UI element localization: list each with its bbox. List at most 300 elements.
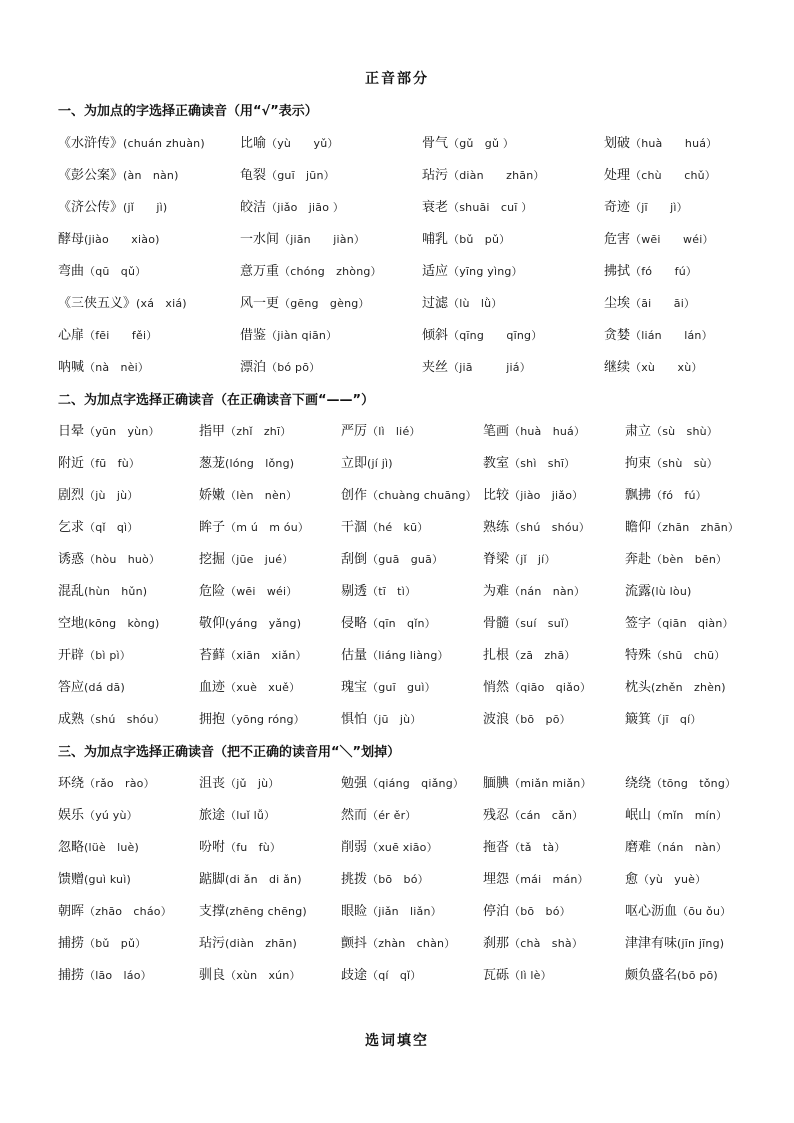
item-pinyin-options: （qiáng qiǎng） <box>367 777 465 790</box>
item-pinyin-options: （sù shù） <box>651 425 718 438</box>
item-pinyin-options: （lāo láo） <box>84 969 152 982</box>
item-pinyin-options: （huà huá） <box>509 425 586 438</box>
item-word: 处理 <box>604 168 631 183</box>
item-pinyin-options: （bǔ pǔ） <box>448 233 511 246</box>
pinyin-item <box>199 703 341 735</box>
item-pinyin-options: (lóng lǒng) <box>225 457 295 470</box>
pinyin-item <box>483 575 625 607</box>
item-word: 估量 <box>341 648 368 663</box>
item-pinyin-options: （tōng tǒng） <box>651 777 737 790</box>
pinyin-item <box>604 223 774 255</box>
item-word: 捕捞 <box>58 968 85 983</box>
pinyin-item <box>625 479 766 511</box>
item-pinyin-options: （shuāi cuī ） <box>448 201 533 214</box>
item-pinyin-options: （jū jù） <box>367 713 422 726</box>
item-pinyin-options: （ōu ǒu） <box>677 905 732 918</box>
pinyin-item <box>483 703 625 735</box>
pinyin-item <box>483 895 625 927</box>
pinyin-item <box>625 959 766 991</box>
pinyin-item <box>422 351 604 383</box>
item-pinyin-options: （jǔ jù） <box>225 777 280 790</box>
item-word: 拂拭 <box>604 264 631 279</box>
item-pinyin-options: (lüè luè) <box>84 841 139 854</box>
pinyin-item <box>625 799 766 831</box>
item-pinyin-options: （fó fú） <box>651 489 707 502</box>
pinyin-item <box>625 543 766 575</box>
item-pinyin-options: （lì lè） <box>509 969 552 982</box>
pinyin-item <box>341 863 483 895</box>
item-pinyin-options: （jiào jiǎo） <box>509 489 584 502</box>
pinyin-item <box>422 159 604 191</box>
item-word: 为难 <box>483 584 510 599</box>
item-word: 挑拨 <box>341 872 368 887</box>
item-pinyin-options: （mǐn mín） <box>651 809 728 822</box>
section-1-grid <box>58 127 774 383</box>
item-pinyin-options: （wēi wéi） <box>225 585 298 598</box>
item-pinyin-options: （m ú m óu） <box>225 521 310 534</box>
item-word: 比喻 <box>240 136 267 151</box>
item-word: 开辟 <box>58 648 85 663</box>
item-word: 笔画 <box>483 424 510 439</box>
item-pinyin-options: （jiàn qiān） <box>266 329 338 342</box>
item-word: 倾斜 <box>422 328 449 343</box>
item-word: 尘埃 <box>604 296 631 311</box>
item-pinyin-options: (jí jì) <box>367 457 393 470</box>
item-word: 瓦砾 <box>483 968 510 983</box>
pinyin-item <box>604 255 774 287</box>
pinyin-item <box>58 447 199 479</box>
pinyin-item <box>483 799 625 831</box>
item-word: 乞求 <box>58 520 85 535</box>
pinyin-item <box>604 351 774 383</box>
pinyin-item <box>625 767 766 799</box>
item-word: 指甲 <box>199 424 226 439</box>
pinyin-item <box>240 223 422 255</box>
pinyin-item <box>483 671 625 703</box>
item-word: 立即 <box>341 456 368 471</box>
pinyin-item <box>58 479 199 511</box>
item-word: 捕捞 <box>58 936 85 951</box>
item-pinyin-options: (guì kuì) <box>84 873 131 886</box>
item-pinyin-options: （xùn xún） <box>225 969 301 982</box>
item-pinyin-options: （qiāo qiǎo） <box>509 681 592 694</box>
item-word: 《水浒传》 <box>58 136 124 151</box>
pinyin-item <box>58 607 199 639</box>
pinyin-item <box>422 319 604 351</box>
item-word: 葱茏 <box>199 456 226 471</box>
pinyin-item <box>625 895 766 927</box>
pinyin-item <box>625 511 766 543</box>
item-word: 磨难 <box>625 840 652 855</box>
item-word: 削弱 <box>341 840 368 855</box>
pinyin-item <box>483 479 625 511</box>
pinyin-item <box>199 959 341 991</box>
item-pinyin-options: (diàn zhān) <box>225 937 298 950</box>
pinyin-item <box>58 863 199 895</box>
item-word: 适应 <box>422 264 449 279</box>
item-pinyin-options: （bō pō） <box>509 713 571 726</box>
item-pinyin-options: （lì lié） <box>367 425 421 438</box>
item-pinyin-options: （fū fù） <box>84 457 141 470</box>
item-pinyin-options: （qiān qiàn） <box>651 617 734 630</box>
pinyin-item <box>199 575 341 607</box>
pinyin-item <box>199 415 341 447</box>
pinyin-item <box>58 223 240 255</box>
pinyin-item <box>199 799 341 831</box>
pinyin-item <box>422 255 604 287</box>
item-word: 比较 <box>483 488 510 503</box>
item-word: 脊梁 <box>483 552 510 567</box>
item-pinyin-options: （bó pō） <box>266 361 321 374</box>
item-word: 剧烈 <box>58 488 85 503</box>
pinyin-item <box>341 511 483 543</box>
item-word: 歧途 <box>341 968 368 983</box>
pinyin-item <box>604 159 774 191</box>
pinyin-item <box>483 927 625 959</box>
item-word: 环绕 <box>58 776 85 791</box>
item-word: 夹丝 <box>422 360 449 375</box>
item-pinyin-options: (àn nàn) <box>123 169 179 182</box>
item-word: 血迹 <box>199 680 226 695</box>
item-pinyin-options: （rǎo rào） <box>84 777 155 790</box>
item-pinyin-options: (di ǎn di ǎn) <box>225 873 302 886</box>
item-pinyin-options: (chuán zhuàn) <box>123 137 205 150</box>
pinyin-item <box>341 575 483 607</box>
pinyin-item <box>422 223 604 255</box>
item-pinyin-options: （fēi fěi） <box>84 329 158 342</box>
pinyin-item <box>625 671 766 703</box>
pinyin-item <box>625 447 766 479</box>
item-word: 残忍 <box>483 808 510 823</box>
item-pinyin-options: （gǔ gǔ ） <box>448 137 515 150</box>
pinyin-item <box>604 287 774 319</box>
item-pinyin-options: （qí qǐ） <box>367 969 422 982</box>
item-word: 创作 <box>341 488 368 503</box>
pinyin-item <box>58 895 199 927</box>
item-pinyin-options: （jī qí） <box>651 713 702 726</box>
item-word: 刮倒 <box>341 552 368 567</box>
pinyin-item <box>341 671 483 703</box>
item-pinyin-options: （xiān xiǎn） <box>225 649 307 662</box>
item-pinyin-options: （qǐ qì） <box>84 521 139 534</box>
pinyin-item <box>604 319 774 351</box>
item-pinyin-options: (lù lòu) <box>651 585 692 598</box>
item-word: 津津有味 <box>625 936 678 951</box>
item-word: 继续 <box>604 360 631 375</box>
item-word: 危害 <box>604 232 631 247</box>
item-word: 颤抖 <box>341 936 368 951</box>
item-pinyin-options: （qū qǔ） <box>84 265 147 278</box>
item-word: 瑰宝 <box>341 680 368 695</box>
item-pinyin-options: （mái mán） <box>509 873 589 886</box>
pinyin-item <box>199 671 341 703</box>
item-pinyin-options: （yōng róng） <box>225 713 305 726</box>
pinyin-item <box>199 767 341 799</box>
item-word: 龟裂 <box>240 168 267 183</box>
pinyin-item <box>625 575 766 607</box>
pinyin-item <box>341 415 483 447</box>
item-pinyin-options: （tī tì） <box>367 585 417 598</box>
pinyin-item <box>199 607 341 639</box>
item-pinyin-options: (yáng yǎng) <box>225 617 302 630</box>
pinyin-item <box>341 767 483 799</box>
item-word: 意万重 <box>240 264 280 279</box>
pinyin-item <box>58 319 240 351</box>
item-pinyin-options: （wēi wéi） <box>630 233 714 246</box>
pinyin-item <box>58 959 199 991</box>
pinyin-item <box>422 127 604 159</box>
item-word: 玷污 <box>199 936 226 951</box>
pinyin-item <box>58 575 199 607</box>
item-pinyin-options: （guī jūn） <box>266 169 335 182</box>
item-pinyin-options: （nà nèi） <box>84 361 150 374</box>
item-word: 划破 <box>604 136 631 151</box>
pinyin-item <box>199 447 341 479</box>
item-pinyin-options: （zhǐ zhī） <box>225 425 292 438</box>
pinyin-item <box>341 959 483 991</box>
item-word: 一水间 <box>240 232 280 247</box>
item-pinyin-options: （āi āi） <box>630 297 696 310</box>
pinyin-item <box>483 831 625 863</box>
item-pinyin-options: (zhěn zhèn) <box>651 681 726 694</box>
pinyin-item <box>341 447 483 479</box>
pinyin-item <box>341 607 483 639</box>
item-pinyin-options: （xuē xiāo） <box>367 841 438 854</box>
pinyin-item <box>58 127 240 159</box>
pinyin-item <box>341 479 483 511</box>
item-word: 朝晖 <box>58 904 85 919</box>
item-word: 奔赴 <box>625 552 652 567</box>
item-word: 岷山 <box>625 808 652 823</box>
item-word: 颇负盛名 <box>625 968 678 983</box>
pinyin-item <box>341 639 483 671</box>
item-pinyin-options: （jiǎo jiāo ） <box>266 201 345 214</box>
item-pinyin-options: （bō bó） <box>509 905 571 918</box>
pinyin-item <box>240 159 422 191</box>
item-pinyin-options: （qīn qǐn） <box>367 617 436 630</box>
item-pinyin-options: （suí suǐ） <box>509 617 576 630</box>
item-pinyin-options: （shú shóu） <box>509 521 591 534</box>
pinyin-item <box>199 895 341 927</box>
pinyin-item <box>240 127 422 159</box>
item-pinyin-options: （bì pì） <box>84 649 131 662</box>
pinyin-item <box>199 863 341 895</box>
item-pinyin-options: (zhēng chēng) <box>225 905 307 918</box>
item-word: 危险 <box>199 584 226 599</box>
pinyin-item <box>240 191 422 223</box>
item-pinyin-options: （yù yuè） <box>638 873 707 886</box>
item-word: 绕绕 <box>625 776 652 791</box>
item-pinyin-options: （shù sù） <box>651 457 718 470</box>
item-word: 侵略 <box>341 616 368 631</box>
pinyin-item <box>341 895 483 927</box>
item-word: 然而 <box>341 808 368 823</box>
item-word: 弯曲 <box>58 264 85 279</box>
pinyin-item <box>58 159 240 191</box>
item-pinyin-options: （hé kū） <box>367 521 429 534</box>
item-pinyin-options: （gēng gèng） <box>279 297 370 310</box>
item-word: 拥抱 <box>199 712 226 727</box>
item-pinyin-options: （fu fù） <box>225 841 282 854</box>
pinyin-item <box>625 607 766 639</box>
item-word: 苔藓 <box>199 648 226 663</box>
pinyin-item <box>341 927 483 959</box>
item-pinyin-options: （huà huá） <box>630 137 718 150</box>
pinyin-item <box>625 703 766 735</box>
pinyin-item <box>625 927 766 959</box>
pinyin-item <box>422 191 604 223</box>
item-word: 娇嫩 <box>199 488 226 503</box>
pinyin-item <box>199 639 341 671</box>
section-2-grid <box>58 415 766 735</box>
item-pinyin-options: （miǎn miǎn） <box>509 777 592 790</box>
item-pinyin-options: （bǔ pǔ） <box>84 937 147 950</box>
pinyin-item <box>199 831 341 863</box>
item-word: 馈赠 <box>58 872 85 887</box>
item-pinyin-options: （fó fú） <box>630 265 698 278</box>
pinyin-item <box>58 639 199 671</box>
item-word: 教室 <box>483 456 510 471</box>
pinyin-item <box>341 831 483 863</box>
item-pinyin-options: （chóng zhòng） <box>279 265 382 278</box>
pinyin-item <box>199 543 341 575</box>
item-word: 惧怕 <box>341 712 368 727</box>
item-word: 忽略 <box>58 840 85 855</box>
pinyin-item <box>58 831 199 863</box>
item-pinyin-options: （chuàng chuāng） <box>367 489 477 502</box>
item-pinyin-options: （xù xù） <box>630 361 703 374</box>
pinyin-item <box>58 287 240 319</box>
item-pinyin-options: （zhàn chàn） <box>367 937 456 950</box>
section-2-heading: 二、为加点字选择正确读音（在正确读音下画“——”） <box>58 393 375 408</box>
item-word: 风一更 <box>240 296 280 311</box>
pinyin-item <box>58 255 240 287</box>
item-word: 沮丧 <box>199 776 226 791</box>
pinyin-item <box>58 767 199 799</box>
item-word: 漂泊 <box>240 360 267 375</box>
item-word: 贪婪 <box>604 328 631 343</box>
item-pinyin-options: （hòu huò） <box>84 553 161 566</box>
item-word: 瞻仰 <box>625 520 652 535</box>
item-pinyin-options: （yūn yùn） <box>84 425 160 438</box>
pinyin-item <box>625 831 766 863</box>
item-pinyin-options: (jiào xiào) <box>84 233 160 246</box>
item-pinyin-options: （jiǎn liǎn） <box>367 905 442 918</box>
pinyin-item <box>240 319 422 351</box>
item-pinyin-options: （tǎ tà） <box>509 841 566 854</box>
item-pinyin-options: （zā zhā） <box>509 649 576 662</box>
item-word: 剔透 <box>341 584 368 599</box>
item-word: 娱乐 <box>58 808 85 823</box>
item-pinyin-options: (xá xiá) <box>136 297 187 310</box>
pinyin-item <box>483 543 625 575</box>
item-word: 《济公传》 <box>58 200 124 215</box>
item-pinyin-options: （shū chū） <box>651 649 726 662</box>
section-3-heading: 三、为加点字选择正确读音（把不正确的读音用“＼”划掉） <box>58 745 401 760</box>
section-1-heading: 一、为加点的字选择正确读音（用“√”表示） <box>58 104 318 119</box>
pinyin-item <box>625 415 766 447</box>
item-word: 《彭公案》 <box>58 168 124 183</box>
item-pinyin-options: （shú shóu） <box>84 713 166 726</box>
pinyin-item <box>341 543 483 575</box>
item-word: 衰老 <box>422 200 449 215</box>
item-pinyin-options: （yù yǔ） <box>266 137 339 150</box>
item-pinyin-options: (jīn jīng) <box>677 937 725 950</box>
item-pinyin-options: （lián lán） <box>630 329 713 342</box>
item-word: 悄然 <box>483 680 510 695</box>
item-word: 踮脚 <box>199 872 226 887</box>
item-pinyin-options: （jǐ jí） <box>509 553 556 566</box>
item-pinyin-options: （chà shà） <box>509 937 584 950</box>
item-pinyin-options: (jǐ jì) <box>123 201 168 214</box>
item-word: 《三侠五义》 <box>58 296 137 311</box>
item-word: 流露 <box>625 584 652 599</box>
item-word: 过滤 <box>422 296 449 311</box>
pinyin-item <box>58 351 240 383</box>
pinyin-item <box>240 255 422 287</box>
item-word: 附近 <box>58 456 85 471</box>
pinyin-item <box>483 639 625 671</box>
item-word: 混乱 <box>58 584 85 599</box>
item-pinyin-options: （chù chǔ） <box>630 169 716 182</box>
pinyin-item <box>483 863 625 895</box>
pinyin-item <box>483 447 625 479</box>
item-pinyin-options: （xuè xuě） <box>225 681 301 694</box>
item-pinyin-options: （luǐ lǚ） <box>225 809 276 822</box>
item-word: 敬仰 <box>199 616 226 631</box>
pinyin-item <box>58 799 199 831</box>
pinyin-item <box>58 927 199 959</box>
item-word: 皎洁 <box>240 200 267 215</box>
item-pinyin-options: （jiān jiàn） <box>279 233 366 246</box>
item-pinyin-options: （zhān zhān） <box>651 521 740 534</box>
item-word: 心扉 <box>58 328 85 343</box>
pinyin-item <box>604 127 774 159</box>
item-pinyin-options: （qīng qīng） <box>448 329 543 342</box>
item-word: 拘束 <box>625 456 652 471</box>
pinyin-item <box>604 191 774 223</box>
item-word: 愈 <box>625 872 639 887</box>
item-word: 旅途 <box>199 808 226 823</box>
item-word: 扎根 <box>483 648 510 663</box>
item-word: 刹那 <box>483 936 510 951</box>
item-word: 空地 <box>58 616 85 631</box>
pinyin-item <box>58 703 199 735</box>
item-word: 奇迹 <box>604 200 631 215</box>
item-word: 签字 <box>625 616 652 631</box>
pinyin-item <box>483 767 625 799</box>
item-word: 挖掘 <box>199 552 226 567</box>
pinyin-item <box>58 671 199 703</box>
pinyin-item <box>341 703 483 735</box>
item-pinyin-options: （jī jì） <box>630 201 688 214</box>
item-pinyin-options: （cán cǎn） <box>509 809 584 822</box>
item-word: 严厉 <box>341 424 368 439</box>
item-word: 特殊 <box>625 648 652 663</box>
item-word: 飘拂 <box>625 488 652 503</box>
item-word: 支撑 <box>199 904 226 919</box>
item-pinyin-options: （lèn nèn） <box>225 489 298 502</box>
pinyin-item <box>625 639 766 671</box>
page-title: 正音部分 <box>365 71 429 87</box>
item-word: 哺乳 <box>422 232 449 247</box>
item-word: 骨气 <box>422 136 449 151</box>
item-word: 枕头 <box>625 680 652 695</box>
pinyin-item <box>240 287 422 319</box>
item-pinyin-options: (hùn hǔn) <box>84 585 148 598</box>
item-pinyin-options: （guā guā） <box>367 553 444 566</box>
item-word: 诱惑 <box>58 552 85 567</box>
